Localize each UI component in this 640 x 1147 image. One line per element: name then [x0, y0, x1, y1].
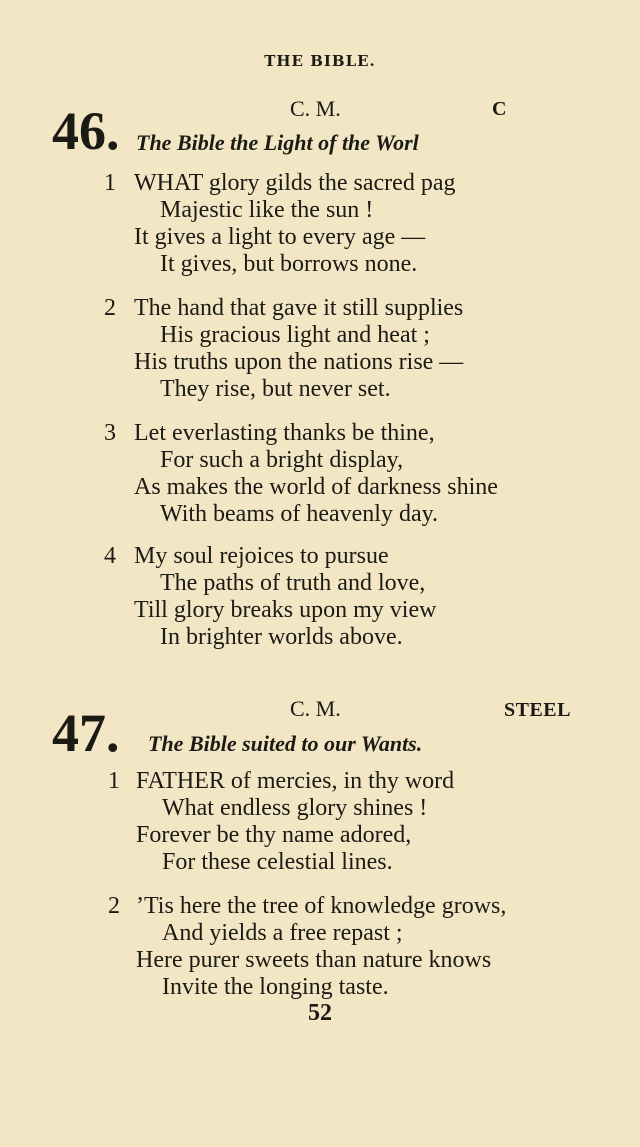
hymn-number: 47.: [52, 703, 120, 763]
verse-number: 1: [104, 170, 116, 196]
hymn-tune: STEEL: [504, 699, 571, 721]
hymn-title: The Bible suited to our Wants.: [148, 731, 423, 756]
verse-line: My soul rejoices to pursue: [134, 543, 389, 569]
verse-line: As makes the world of darkness shine: [134, 474, 498, 500]
verse-line: His truths upon the nations rise —: [134, 349, 464, 375]
verse-line: It gives, but borrows none.: [160, 251, 418, 277]
verse-line: Till glory breaks upon my view: [134, 597, 437, 623]
verse-number: 2: [108, 893, 120, 919]
verse-line: The hand that gave it still supplies: [134, 295, 464, 321]
page-number: 52: [308, 1000, 332, 1026]
verse-line: FATHER of mercies, in thy word: [136, 768, 455, 794]
verse-line: They rise, but never set.: [160, 376, 391, 402]
hymn-number: 46.: [52, 101, 120, 161]
verse-line: His gracious light and heat ;: [160, 322, 430, 348]
verse-line: For these celestial lines.: [162, 849, 393, 875]
verse-line: Forever be thy name adored,: [136, 822, 412, 848]
verse-number: 2: [104, 295, 116, 321]
hymn-title: The Bible the Light of the Worl: [136, 130, 419, 155]
verse-line: Let everlasting thanks be thine,: [134, 420, 435, 446]
verse-line: ’Tis here the tree of knowledge grows,: [136, 893, 507, 919]
verse-number: 4: [104, 543, 116, 569]
verse-line: It gives a light to every age —: [134, 224, 426, 250]
verse-line: With beams of heavenly day.: [160, 501, 439, 527]
verse-line: In brighter worlds above.: [160, 624, 403, 650]
verse-line: What endless glory shines !: [162, 795, 428, 821]
hymn-meter: C. M.: [290, 96, 341, 121]
verse-line: Majestic like the sun !: [160, 197, 374, 223]
verse-line: Here purer sweets than nature knows: [136, 947, 492, 973]
running-head: THE BIBLE.: [264, 52, 376, 70]
verse-line: And yields a free repast ;: [162, 920, 403, 946]
verse-line: Invite the longing taste.: [162, 974, 389, 1000]
hymn-meter: C. M.: [290, 696, 341, 721]
verse-number: 3: [104, 420, 116, 446]
verse-line: For such a bright display,: [160, 447, 404, 473]
verse-number: 1: [108, 768, 120, 794]
verse-line: WHAT glory gilds the sacred pag: [134, 170, 456, 196]
verse-line: The paths of truth and love,: [160, 570, 426, 596]
hymn-tune: C: [492, 98, 507, 120]
